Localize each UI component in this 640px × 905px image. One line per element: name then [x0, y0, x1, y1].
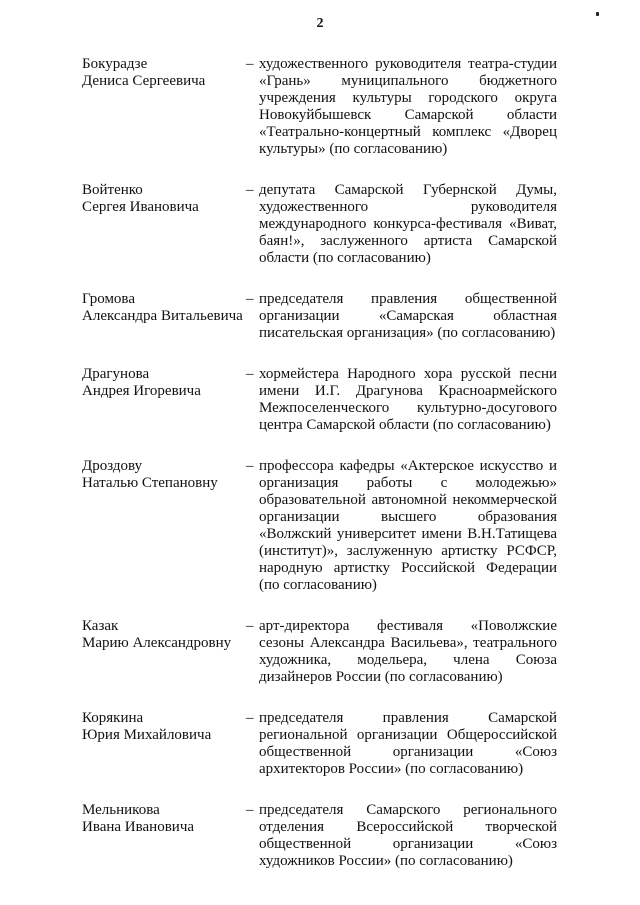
member-surname: Корякина: [82, 710, 144, 726]
member-given-name: Дениса Сергеевича: [82, 73, 206, 89]
member-name: [82, 56, 252, 90]
dash: –: [246, 458, 254, 474]
member-name: [82, 710, 252, 744]
dash: –: [246, 710, 254, 726]
member-position: председателя правления Самарской региональной организации Общероссийской общественной организации «Союз архитекторов России» (по согласованию): [259, 710, 557, 777]
member-entry: [0, 56, 640, 158]
page-number: 2: [316, 16, 324, 31]
dash: –: [246, 802, 254, 818]
member-entry: [0, 366, 640, 434]
member-surname: Войтенко: [82, 182, 143, 198]
member-position: художественного руководителя театра-студии «Грань» муниципального бюджетного учреждения культуры городского округа Новокуйбышевск Самарской области «Театрально-концертный комплекс «Дворец культуры» (по согласованию): [259, 56, 557, 157]
member-surname: Казак: [82, 618, 119, 634]
member-position: председателя правления общественной организации «Самарская областная писательская организация» (по согласованию): [259, 291, 557, 341]
member-entry: [0, 182, 640, 267]
dash: –: [246, 618, 254, 634]
dash: –: [246, 56, 254, 72]
member-entry: [0, 458, 640, 594]
member-position: депутата Самарской Губернской Думы, художественного руководителя международного конкурса-фестиваля «Виват, баян!», заслуженного артиста Самарской области (по согласованию): [259, 182, 557, 266]
member-given-name: Ивана Ивановича: [82, 819, 195, 835]
member-given-name: Юрия Михайловича: [82, 727, 212, 743]
member-name: [82, 802, 252, 836]
dash: –: [246, 182, 254, 198]
member-list: [0, 56, 640, 870]
member-surname: Громова: [82, 291, 135, 307]
member-surname: Дроздову: [82, 458, 143, 474]
member-surname: Драгунова: [82, 366, 150, 382]
member-given-name: Андрея Игоревича: [82, 383, 201, 399]
member-given-name: Наталью Степановну: [82, 475, 218, 491]
member-surname: Мельникова: [82, 802, 160, 818]
member-position: хормейстера Народного хора русской песни имени И.Г. Драгунова Красноармейского Межпоселенческого культурно-досугового центра Самарской области (по согласованию): [259, 366, 557, 433]
member-entry: [0, 802, 640, 870]
member-given-name: Александра Витальевича: [82, 308, 243, 324]
member-entry: [0, 291, 640, 342]
member-position: председателя Самарского регионального отделения Всероссийской творческой общественной организации «Союз художников России» (по согласованию): [259, 802, 557, 869]
member-position: арт-директора фестиваля «Поволжские сезоны Александра Васильева», театрального художника, модельера, члена Союза дизайнеров России (по согласованию): [259, 618, 557, 685]
member-name: [82, 618, 252, 652]
member-given-name: Сергея Ивановича: [82, 199, 199, 215]
member-name: [82, 291, 252, 325]
member-name: [82, 366, 252, 400]
member-position: профессора кафедры «Актерское искусство и организация работы с молодежью» образовательной автономной некоммерческой организации высшего образования «Волжский университет имени В.Н.Татищева (институт)», заслуженную артистку РСФСР, народную артистку Российской Федерации (по согласованию): [259, 458, 557, 593]
member-given-name: Марию Александровну: [82, 635, 232, 651]
scan-speck: [596, 12, 599, 16]
dash: –: [246, 291, 254, 307]
dash: –: [246, 366, 254, 382]
member-entry: [0, 710, 640, 778]
member-name: [82, 458, 252, 492]
member-name: [82, 182, 252, 216]
member-surname: Бокурадзе: [82, 56, 148, 72]
member-entry: [0, 618, 640, 686]
